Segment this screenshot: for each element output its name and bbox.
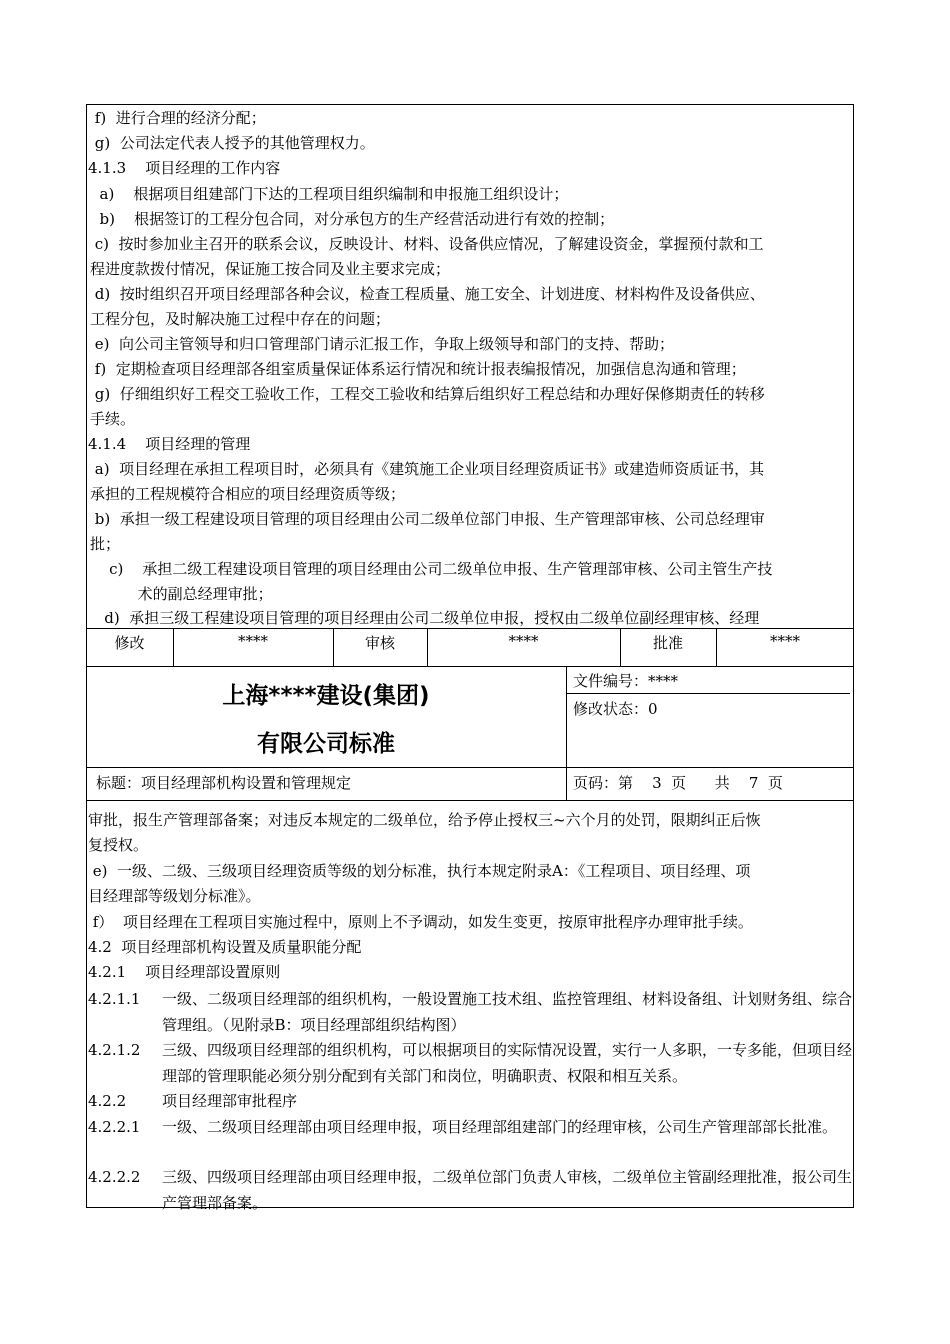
text-line: f) 进行合理的经济分配； xyxy=(90,109,266,127)
item-number: 4.2.2 xyxy=(88,1092,127,1110)
list-item xyxy=(88,986,852,1036)
text-line: a) 项目经理在承担工程项目时，必须具有《建筑施工企业项目经理资质证书》或建造师资质证书，其 xyxy=(90,460,765,478)
item-text: 三级、四级项目经理部由项目经理申报，二级单位部门负责人审核，二级单位主管副经理批准，报公司生产管理部备案。 xyxy=(162,1168,853,1212)
item-text: 一级、二级项目经理部由项目经理申报，项目经理部组建部门的经理审核，公司生产管理部部长批准。 xyxy=(162,1118,838,1136)
section-heading: 4.1.4 项目经理的管理 xyxy=(88,435,251,453)
text-line: 目经理部等级划分标准》。 xyxy=(88,887,261,905)
text-line: g) 公司法定代表人授予的其他管理权力。 xyxy=(90,134,375,152)
item-number: 4.2.1.2 xyxy=(88,1041,141,1059)
text-line: g) 仔细组织好工程交工验收工作，工程交工验收和结算后组织好工程总结和办理好保修期责任的转移 xyxy=(90,385,765,403)
header-inner-rule xyxy=(566,693,850,694)
company-name-line1: 上海****建设(集团) xyxy=(222,683,430,709)
section-heading: 4.2 项目经理部机构设置及质量职能分配 xyxy=(88,938,362,956)
text-line: 承担的工程规模符合相应的项目经理资质等级； xyxy=(90,485,406,503)
section-heading: 4.2.1 项目经理部设置原则 xyxy=(88,963,281,981)
text-line: 复授权。 xyxy=(88,836,149,854)
item-number: 4.2.2.2 xyxy=(88,1168,141,1186)
document-title: 标题：项目经理部机构设置和管理规定 xyxy=(96,774,352,792)
approve-label: 批准 xyxy=(652,634,683,652)
header-title-rule xyxy=(86,767,854,768)
item-text: 项目经理部审批程序 xyxy=(162,1092,298,1110)
list-item xyxy=(88,1164,852,1214)
list-item xyxy=(88,1037,852,1087)
item-text: 一级、二级项目经理部的组织机构，一般设置施工技术组、监控管理组、材料设备组、计划财务组、综合管理组。（见附录B：项目经理部组织结构图） xyxy=(162,990,853,1034)
text-line: 术的副总经理审批； xyxy=(90,585,273,603)
modify-label: 修改 xyxy=(114,634,145,652)
approve-value: **** xyxy=(770,632,800,650)
text-line: b) 根据签订的工程分包合同，对分承包方的生产经营活动进行有效的控制； xyxy=(90,210,615,228)
file-number: 文件编号：**** xyxy=(573,672,679,690)
item-number: 4.2.2.1 xyxy=(88,1118,141,1136)
approval-row-bottom-rule xyxy=(86,666,854,667)
text-line: e) 一级、二级、三级项目经理资质等级的划分标准，执行本规定附录A：《工程项目、项目经理、项 xyxy=(88,862,751,880)
text-line: e) 向公司主管领导和归口管理部门请示汇报工作，争取上级领导和部门的支持、帮助； xyxy=(90,335,675,353)
header-bottom-rule xyxy=(86,800,854,801)
text-line: d) 承担三级工程建设项目管理的项目经理由公司二级单位申报，授权由二级单位副经理审核、经理 xyxy=(90,609,760,627)
text-line: 工程分包，及时解决施工过程中存在的问题； xyxy=(90,310,391,328)
revision-status: 修改状态：0 xyxy=(573,700,658,718)
review-value: **** xyxy=(508,632,539,650)
list-item xyxy=(88,1114,852,1164)
text-line: 手续。 xyxy=(90,410,136,428)
company-name-line2: 有限公司标准 xyxy=(257,731,395,757)
text-line: a) 根据项目组建部门下达的工程项目组织编制和申报施工组织设计； xyxy=(90,185,569,203)
item-number: 4.2.1.1 xyxy=(88,990,141,1008)
list-item xyxy=(88,1088,852,1114)
text-line: c) 按时参加业主召开的联系会议，反映设计、材料、设备供应情况，了解建设资金，掌握预付款和工 xyxy=(90,235,764,253)
section-heading: 4.1.3 项目经理的工作内容 xyxy=(88,159,281,177)
modify-value: **** xyxy=(238,632,268,650)
page-number: 页码：第 3 页 共 7 页 xyxy=(573,774,783,792)
text-line: f) 定期检查项目经理部各组室质量保证体系运行情况和统计报表编报情况，加强信息沟通和管理； xyxy=(90,360,746,378)
item-text: 三级、四级项目经理部的组织机构，可以根据项目的实际情况设置，实行一人多职，一专多能，但项目经理部的管理职能必须分别分配到有关部门和岗位，明确职责、权限和相互关系。 xyxy=(162,1041,853,1085)
text-line: c) 承担二级工程建设项目管理的项目经理由公司二级单位申报、生产管理部审核、公司主管生产技 xyxy=(90,560,773,578)
text-line: 批； xyxy=(90,535,121,553)
text-line: b) 承担一级工程建设项目管理的项目经理由公司二级单位部门申报、生产管理部审核、公司总经理审 xyxy=(90,510,765,528)
text-line: 程进度款拨付情况，保证施工按合同及业主要求完成； xyxy=(90,260,451,278)
text-line: d) 按时组织召开项目经理部各种会议，检查工程质量、施工安全、计划进度、材料构件及设备供应、 xyxy=(90,285,765,303)
header-divider xyxy=(566,666,567,800)
text-line: 审批，报生产管理部备案；对违反本规定的二级单位，给予停止授权三~六个月的处罚，限期纠正后恢 xyxy=(88,811,761,829)
review-label: 审核 xyxy=(364,634,395,652)
text-line: f） 项目经理在工程项目实施过程中，原则上不予调动，如发生变更，按原审批程序办理审批手续。 xyxy=(88,913,753,931)
